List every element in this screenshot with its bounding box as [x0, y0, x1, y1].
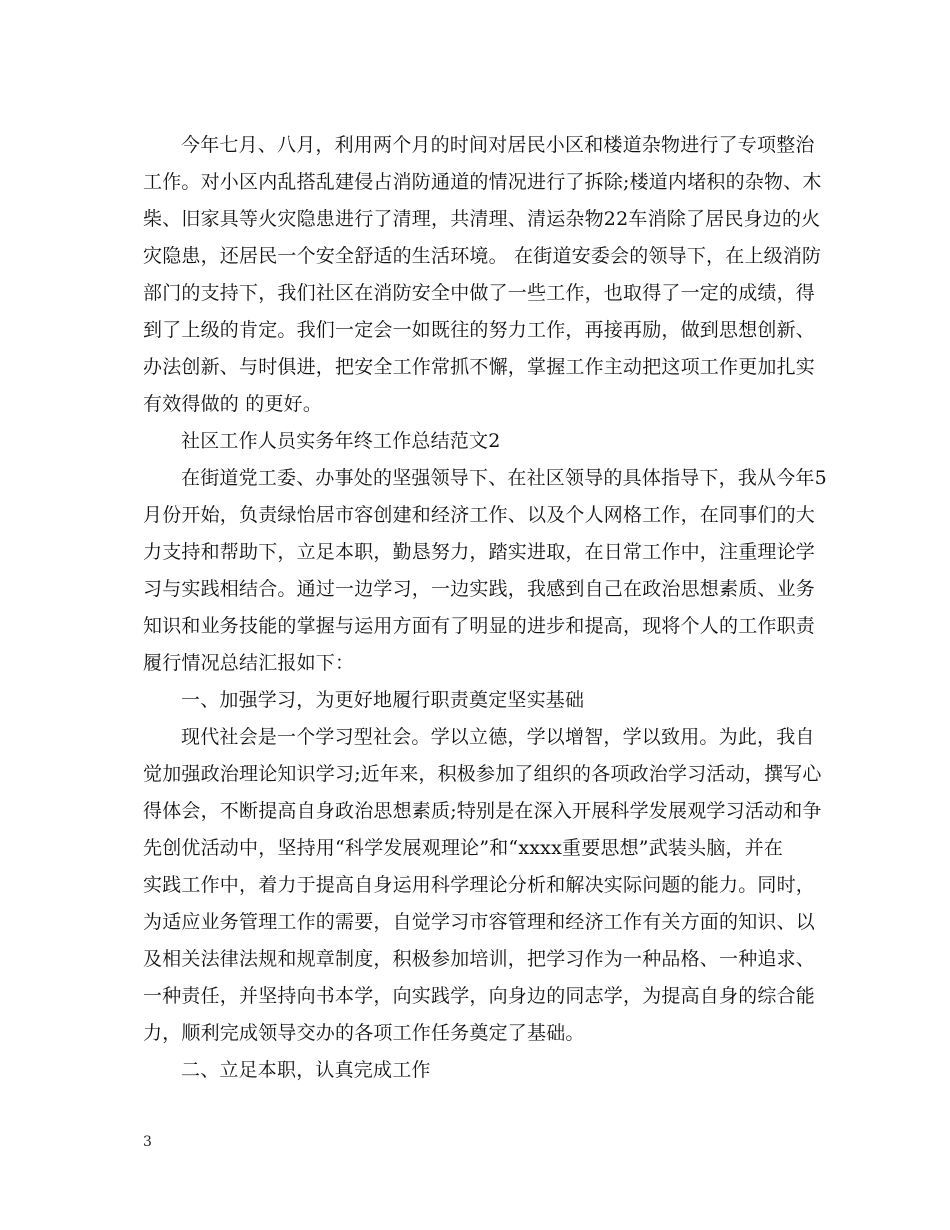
text-line: 觉加强政治理论知识学习;近年来，积极参加了组织的各项政治学习活动，撰写心	[143, 763, 822, 785]
text-line: 一种责任，并坚持向书本学，向实践学，向身边的同志学，为提高自身的综合能	[143, 985, 816, 1007]
text-line: 部门的支持下，我们社区在消防安全中做了一些工作，也取得了一定的成绩，得	[143, 282, 816, 304]
page-number: 3	[143, 1134, 152, 1150]
document-body	[143, 127, 827, 1089]
text-line: 为适应业务管理工作的需要，自觉学习市容管理和经济工作有关方面的知识、以	[143, 911, 816, 933]
text-line: 在街道党工委、办事处的坚强领导下、在社区领导的具体指导下，我从今年5	[181, 467, 827, 489]
text-line: 力支持和帮助下，立足本职，勤恳努力，踏实进取，在日常工作中，注重理论学	[143, 541, 816, 563]
text-line: 习与实践相结合。通过一边学习，一边实践，我感到自己在政治思想素质、业务	[143, 578, 816, 600]
section-heading: 一、加强学习，为更好地履行职责奠定坚实基础	[181, 689, 585, 711]
section-heading: 二、立足本职，认真完成工作	[181, 1059, 431, 1081]
text-line: 办法创新、与时俱进，把安全工作常抓不懈，掌握工作主动把这项工作更加扎实	[143, 356, 816, 378]
text-line: 力，顺利完成领导交办的各项工作任务奠定了基础。	[143, 1022, 585, 1044]
text-line: 柴、旧家具等火灾隐患进行了清理，共清理、清运杂物22车消除了居民身边的火	[143, 208, 821, 230]
section-title: 社区工作人员实务年终工作总结范文2	[181, 430, 501, 452]
text-line: 灾隐患，还居民一个安全舒适的生活环境。 在街道安委会的领导下，在上级消防	[143, 245, 822, 267]
text-line: 履行情况总结汇报如下：	[143, 652, 355, 674]
text-line: 工作。对小区内乱搭乱建侵占消防通道的情况进行了拆除;楼道内堵积的杂物、木	[143, 171, 822, 193]
text-line: 实践工作中，着力于提高自身运用科学理论分析和解决实际问题的能力。同时，	[143, 874, 816, 896]
text-line: 得体会，不断提高自身政治思想素质;特别是在深入开展科学发展观学习活动和争	[143, 800, 822, 822]
text-line: 先创优活动中，坚持用“科学发展观理论”和“xxxx重要思想”武装头脑，并在	[143, 837, 784, 859]
text-line: 月份开始，负责绿怡居市容创建和经济工作、以及个人网格工作，在同事们的大	[143, 504, 816, 526]
text-line: 有效得做的 的更好。	[143, 393, 323, 415]
text-line: 知识和业务技能的掌握与运用方面有了明显的进步和提高，现将个人的工作职责	[143, 615, 816, 637]
text-line: 今年七月、八月，利用两个月的时间对居民小区和楼道杂物进行了专项整治	[181, 134, 815, 156]
text-line: 现代社会是一个学习型社会。学以立德，学以增智，学以致用。为此，我自	[181, 726, 815, 748]
text-line: 及相关法律法规和规章制度，积极参加培训，把学习作为一种品格、一种追求、	[143, 948, 816, 970]
text-line: 到了上级的肯定。我们一定会一如既往的努力工作，再接再励，做到思想创新、	[143, 319, 816, 341]
